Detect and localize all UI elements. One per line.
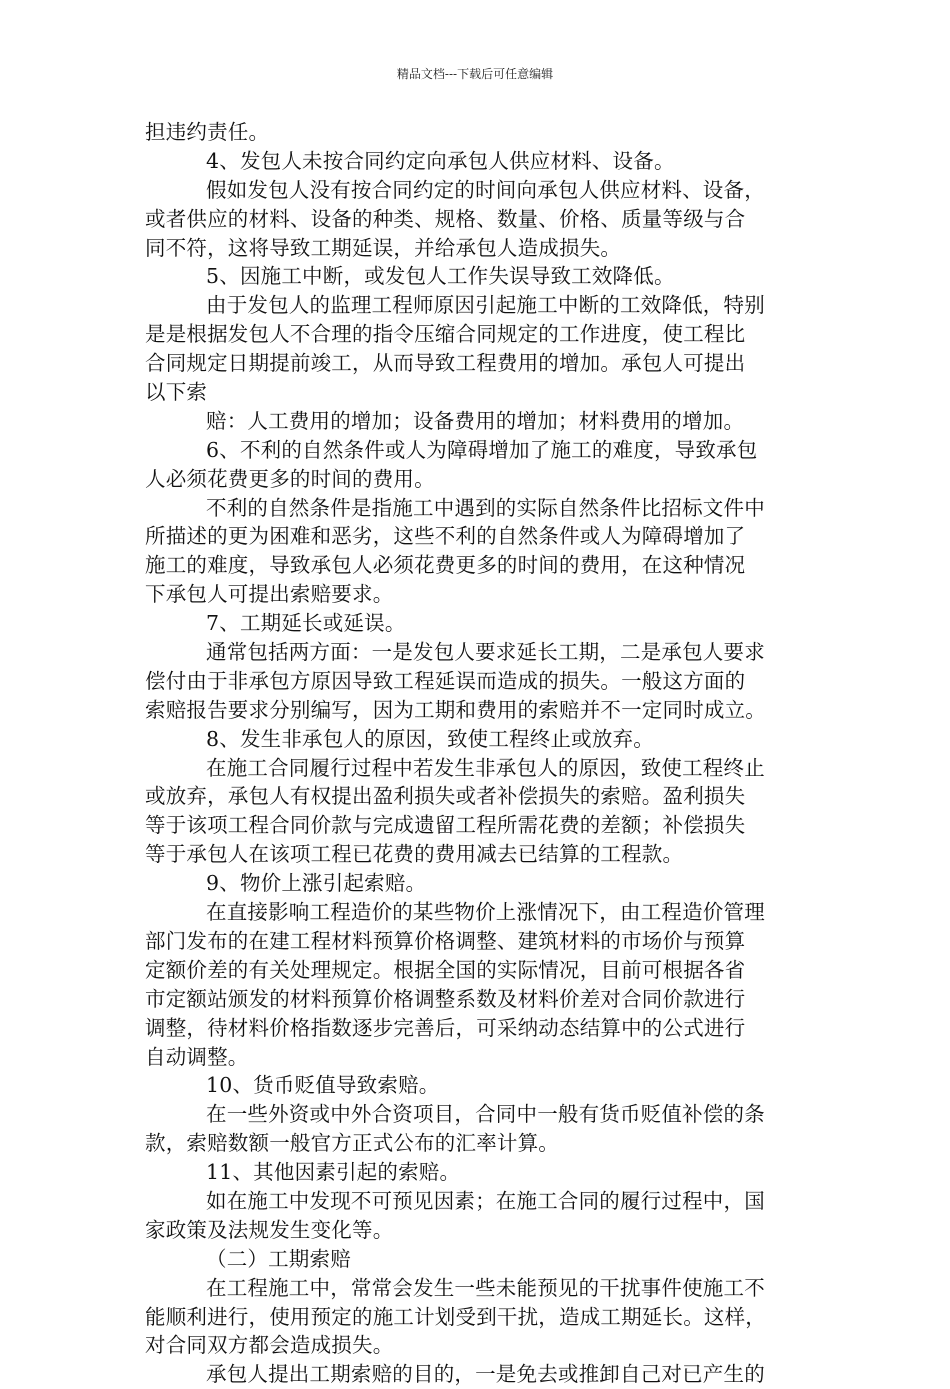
text-line: 如在施工中发现不可预见因素；在施工合同的履行过程中，国	[206, 1188, 765, 1213]
text-line: 是是根据发包人不合理的指令压缩合同规定的工作进度，使工程比	[145, 322, 746, 347]
text-line: 部门发布的在建工程材料预算价格调整、建筑材料的市场价与预算	[145, 928, 746, 953]
text-line: 在施工合同履行过程中若发生非承包人的原因，致使工程终止	[206, 755, 765, 780]
text-line: 家政策及法规发生变化等。	[145, 1217, 394, 1242]
text-line: 等于该项工程合同价款与完成遗留工程所需花费的差额；补偿损失	[145, 813, 746, 838]
text-line: 在直接影响工程造价的某些物价上涨情况下，由工程造价管理	[206, 900, 765, 925]
text-line: 在一些外资或中外合资项目，合同中一般有货币贬值补偿的条	[206, 1102, 765, 1127]
text-line: 自动调整。	[145, 1044, 249, 1069]
text-line: 同不符，这将导致工期延误，并给承包人造成损失。	[145, 235, 622, 260]
text-line: 或放弃，承包人有权提出盈利损失或者补偿损失的索赔。盈利损失	[145, 784, 746, 809]
text-line: 通常包括两方面：一是发包人要求延长工期，二是承包人要求	[206, 640, 765, 665]
text-line: 赔：人工费用的增加；设备费用的增加；材料费用的增加。	[206, 408, 745, 433]
text-line: 等于承包人在该项工程已花费的费用减去已结算的工程款。	[145, 842, 684, 867]
text-line: 不利的自然条件是指施工中遇到的实际自然条件比招标文件中	[206, 495, 765, 520]
text-line: 下承包人可提出索赔要求。	[145, 582, 394, 607]
body-text	[145, 118, 815, 1389]
text-line: 或者供应的材料、设备的种类、规格、数量、价格、质量等级与合	[145, 206, 746, 231]
text-line: 偿付由于非承包方原因导致工程延误而造成的损失。一般这方面的	[145, 668, 746, 693]
text-line: 定额价差的有关处理规定。根据全国的实际情况，目前可根据各省	[145, 957, 746, 982]
text-line: 6、不利的自然条件或人为障碍增加了施工的难度，导致承包	[206, 437, 758, 462]
text-line: 11、其他因素引起的索赔。	[206, 1160, 461, 1185]
text-line: （二）工期索赔	[206, 1246, 351, 1271]
text-line: 索赔报告要求分别编写，因为工期和费用的索赔并不一定同时成立。	[145, 697, 766, 722]
text-line: 能顺利进行，使用预定的施工计划受到干扰，造成工期延长。这样，	[145, 1304, 766, 1329]
text-line: 合同规定日期提前竣工，从而导致工程费用的增加。承包人可提出	[145, 351, 746, 376]
text-line: 人必须花费更多的时间的费用。	[145, 466, 435, 491]
text-line: 以下索	[145, 380, 208, 405]
text-line: 9、物价上涨引起索赔。	[206, 871, 427, 896]
text-line: 所描述的更为困难和恶劣，这些不利的自然条件或人为障碍增加了	[145, 524, 746, 549]
text-line: 担违约责任。	[145, 120, 270, 144]
text-line: 在工程施工中，常常会发生一些未能预见的干扰事件使施工不	[206, 1275, 765, 1300]
text-line: 8、发生非承包人的原因，致使工程终止或放弃。	[206, 726, 654, 751]
text-line: 对合同双方都会造成损失。	[145, 1333, 394, 1358]
text-line: 由于发包人的监理工程师原因引起施工中断的工效降低，特别	[206, 293, 765, 318]
text-line: 假如发包人没有按合同约定的时间向承包人供应材料、设备，	[206, 177, 765, 202]
text-line: 款，索赔数额一般官方正式公布的汇率计算。	[145, 1131, 559, 1156]
text-line: 承包人提出工期索赔的目的，一是免去或推卸自己对已产生的	[206, 1362, 765, 1387]
text-line: 5、因施工中断，或发包人工作失误导致工效降低。	[206, 264, 675, 289]
text-line: 施工的难度，导致承包人必须花费更多的时间的费用，在这种情况	[145, 553, 746, 578]
text-line: 4、发包人未按合同约定向承包人供应材料、设备。	[206, 148, 675, 173]
page-header: 精品文档---下载后可任意编辑	[396, 67, 554, 81]
text-line: 市定额站颁发的材料预算价格调整系数及材料价差对合同价款进行	[145, 986, 746, 1011]
text-line: 调整，待材料价格指数逐步完善后，可采纳动态结算中的公式进行	[145, 1015, 746, 1040]
text-line: 7、工期延长或延误。	[206, 611, 406, 636]
text-line: 10、货币贬值导致索赔。	[206, 1073, 440, 1098]
